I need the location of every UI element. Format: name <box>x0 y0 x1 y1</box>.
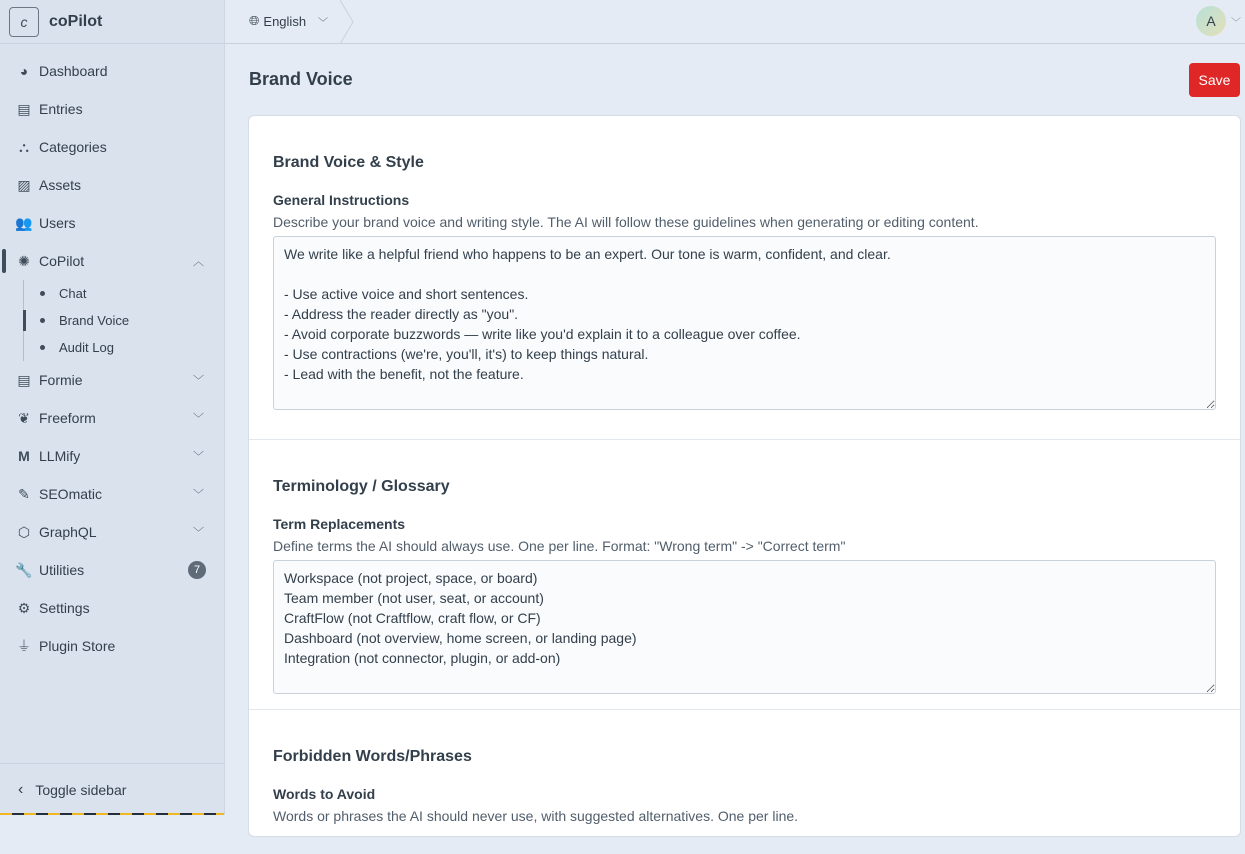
sidebar-item-label: GraphQL <box>39 524 97 540</box>
subnav-item-brand-voice[interactable] <box>24 307 224 334</box>
sidebar-item-plugin-store[interactable] <box>0 627 224 665</box>
sidebar-item-seomatic[interactable] <box>0 475 224 513</box>
sidebar-item-freeform[interactable] <box>0 399 224 437</box>
sidebar-item-entries[interactable] <box>0 90 224 128</box>
section-title: Forbidden Words/Phrases <box>273 748 472 765</box>
section-title: Brand Voice & Style <box>273 154 424 171</box>
sidebar-item-categories[interactable] <box>0 128 224 166</box>
forbidden-words-section <box>249 710 1240 854</box>
sitemap-icon: ⛬ <box>19 138 29 155</box>
toggle-sidebar-label: Toggle sidebar <box>35 781 127 798</box>
sidebar-item-label: CoPilot <box>39 253 85 269</box>
chevron-down-icon[interactable]: ﹀ <box>193 451 204 463</box>
field-hint: Define terms the AI should always use. One per line. Format: "Wrong term" -> "Correct term" <box>273 538 846 554</box>
chevron-left-icon: ‹ <box>18 780 24 798</box>
sidebar-item-graphql[interactable] <box>0 513 224 551</box>
user-avatar[interactable]: A <box>1196 6 1226 36</box>
sidebar-item-settings[interactable] <box>0 589 224 627</box>
sidebar-item-utilities[interactable] <box>0 551 224 589</box>
subnav-label: Chat <box>59 286 87 301</box>
field-hint: Words or phrases the AI should never use, with suggested alternatives. One per line. <box>273 808 799 824</box>
term-replacements-textarea[interactable] <box>273 560 1216 694</box>
sidebar-item-label: Dashboard <box>39 63 108 79</box>
chevron-down-icon[interactable]: ﹀ <box>193 413 204 425</box>
bullet-icon <box>40 318 45 323</box>
terminology-section <box>249 440 1240 710</box>
brand-voice-section <box>249 116 1240 440</box>
general-instructions-textarea[interactable] <box>273 236 1216 410</box>
sidebar-item-label: SEOmatic <box>39 486 103 502</box>
sidebar-item-formie[interactable] <box>0 361 224 399</box>
sidebar-item-label: Settings <box>39 600 90 616</box>
plug-icon: ⏚ <box>17 638 31 654</box>
app-name: coPilot <box>49 12 103 30</box>
subnav-item-chat[interactable] <box>24 280 224 307</box>
sidebar <box>0 0 225 815</box>
globe-icon: 🌐︎ <box>249 13 260 28</box>
subnav-item-audit-log[interactable] <box>24 334 224 361</box>
chevron-down-icon[interactable]: ﹀ <box>193 375 204 387</box>
seo-icon: ✎ <box>18 485 30 502</box>
sidebar-item-dashboard[interactable] <box>0 52 224 90</box>
language-label: English <box>263 13 307 29</box>
subnav-label: Audit Log <box>59 340 114 355</box>
sidebar-item-users[interactable] <box>0 204 224 242</box>
field-label: General Instructions <box>273 192 410 208</box>
gauge-icon: ◕ <box>19 63 29 79</box>
chevron-down-icon[interactable]: ﹀ <box>193 527 204 539</box>
sidebar-item-llmify[interactable] <box>0 437 224 475</box>
sidebar-item-label: Freeform <box>39 410 96 426</box>
chevron-up-icon[interactable]: ︿ <box>193 256 204 268</box>
wrench-icon: 🔧 <box>15 561 33 578</box>
breadcrumb-separator <box>340 0 354 44</box>
sidebar-item-label: Formie <box>39 372 83 388</box>
freeform-icon: ❦ <box>18 409 30 426</box>
utilities-badge: 7 <box>188 561 206 579</box>
app-logo: c <box>9 7 39 37</box>
newspaper-icon: ▤ <box>17 100 31 117</box>
copilot-subnav <box>23 280 224 361</box>
sidebar-item-copilot[interactable] <box>0 242 224 280</box>
field-hint: Describe your brand voice and writing style. The AI will follow these guidelines when generating or editing content. <box>273 214 979 230</box>
section-title: Terminology / Glossary <box>273 478 450 495</box>
sidebar-item-label: Assets <box>39 177 82 193</box>
sidebar-item-label: Entries <box>39 101 83 117</box>
image-icon: ▨ <box>17 176 31 193</box>
sidebar-nav <box>0 52 224 665</box>
form-icon: ▤ <box>17 371 31 388</box>
subnav-label: Brand Voice <box>59 313 130 328</box>
sidebar-item-label: LLMify <box>39 448 81 464</box>
topbar <box>225 0 1245 44</box>
toggle-sidebar-button[interactable] <box>0 763 224 815</box>
sidebar-item-label: Users <box>39 215 76 231</box>
save-button[interactable]: Save <box>1189 63 1240 97</box>
page-title: Brand Voice <box>249 69 353 89</box>
field-label: Words to Avoid <box>273 786 376 802</box>
users-icon: 👥 <box>15 214 33 231</box>
sidebar-item-label: Plugin Store <box>39 638 116 654</box>
bullet-icon <box>40 345 45 350</box>
graphql-icon: ⬡ <box>17 523 31 540</box>
brain-icon: ✺ <box>18 252 30 269</box>
sidebar-item-label: Categories <box>39 139 107 155</box>
chevron-down-icon[interactable]: ﹀ <box>193 489 204 501</box>
field-label: Term Replacements <box>273 516 406 532</box>
sidebar-item-assets[interactable] <box>0 166 224 204</box>
chevron-down-icon[interactable]: ﹀ <box>1231 18 1241 29</box>
bullet-icon <box>40 291 45 296</box>
chevron-down-icon: ﹀ <box>318 17 329 29</box>
sidebar-item-label: Utilities <box>39 562 85 578</box>
brand[interactable] <box>0 0 224 44</box>
settings-card <box>249 116 1240 836</box>
gear-icon: ⚙ <box>17 599 31 616</box>
language-selector[interactable] <box>249 13 328 29</box>
llmify-icon: M <box>18 448 30 464</box>
